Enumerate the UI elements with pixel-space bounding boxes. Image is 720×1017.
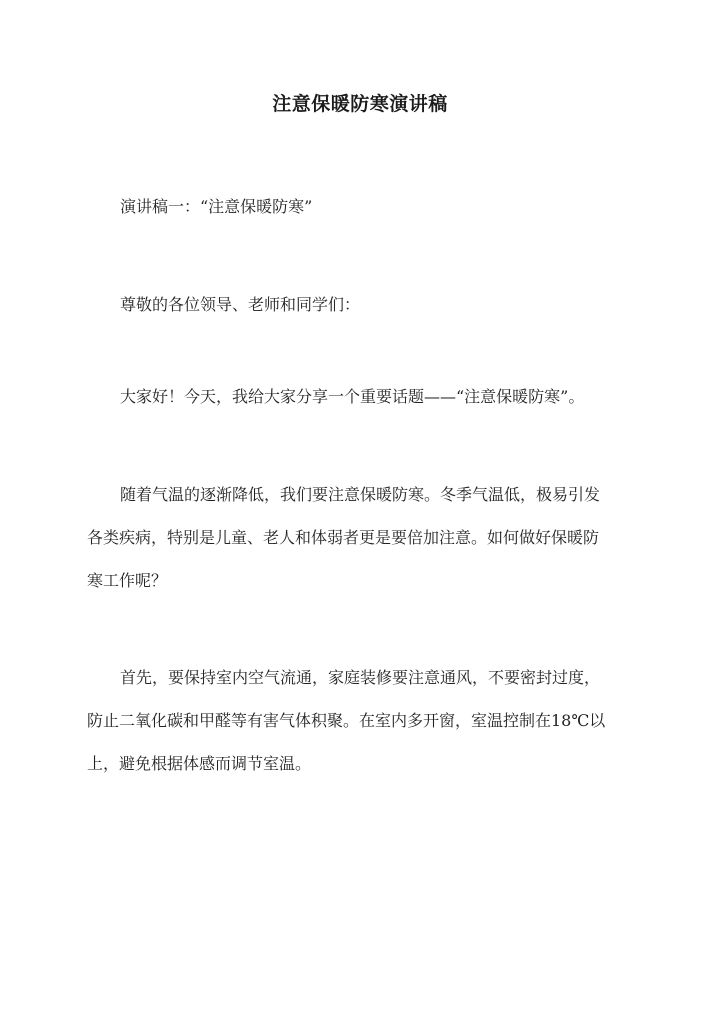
document-title: 注意保暖防寒演讲稿	[272, 93, 448, 115]
paragraph-body-1-line-3: 寒工作呢？	[87, 571, 168, 590]
paragraph-body-2-line-1: 首先，要保持室内空气流通，家庭装修要注意通风，不要密封过度，	[120, 668, 601, 687]
paragraph-salutation: 尊敬的各位领导、老师和同学们：	[120, 295, 361, 314]
paragraph-subtitle: 演讲稿一：“注意保暖防寒”	[120, 197, 313, 216]
paragraph-body-1-line-1: 随着气温的逐渐降低，我们要注意保暖防寒。冬季气温低，极易引发	[120, 485, 601, 504]
paragraph-greeting: 大家好！今天，我给大家分享一个重要话题——“注意保暖防寒”。	[120, 387, 585, 406]
paragraph-body-2-line-2: 防止二氧化碳和甲醛等有害气体积聚。在室内多开窗，室温控制在18℃以	[87, 711, 606, 730]
paragraph-body-2-line-3: 上，避免根据体感而调节室温。	[87, 754, 312, 773]
paragraph-body-1-line-2: 各类疾病，特别是儿童、老人和体弱者更是要倍加注意。如何做好保暖防	[87, 528, 600, 547]
